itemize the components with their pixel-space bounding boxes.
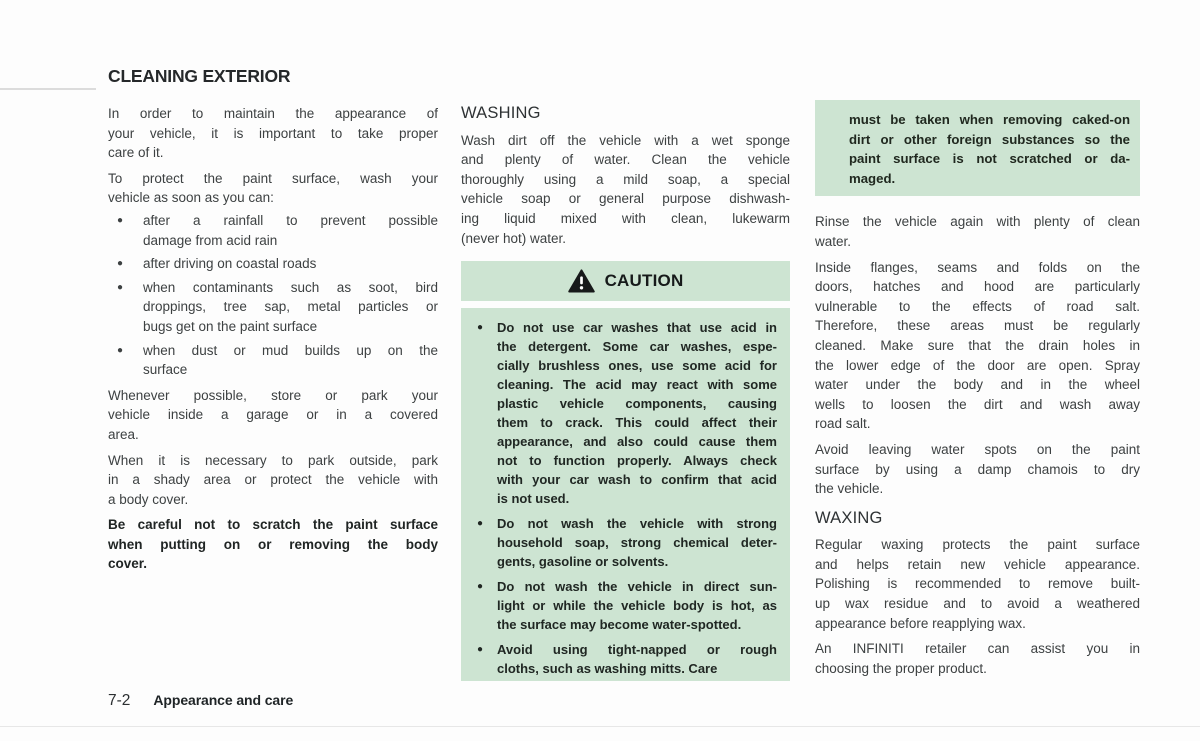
caution-item [461, 640, 777, 678]
caution-item [461, 577, 777, 634]
list-item [108, 278, 438, 337]
caution-item-text: Do not use car washes that use acid in the detergent. Some car washes, espe- cially brushless ones, use some acid for cleaning. The acid may react with some plastic vehicle components, causing them to crack. This could affect their appearance, and also could cause them not to function properly. Always check with your car wash to confirm that acid is not used. [497, 320, 777, 507]
list-item-text: after a rainfall to prevent possible damage from acid rain [143, 212, 438, 248]
right-column [815, 100, 1140, 684]
caution-item [461, 318, 777, 508]
list-item-text: when contaminants such as soot, bird droppings, tree sap, metal particles or bugs get on the paint surface [143, 279, 438, 334]
bullet-icon: ● [117, 344, 124, 356]
bullet-icon: ● [477, 644, 484, 656]
page-footer [108, 692, 293, 710]
paragraph-park-outside: When it is necessary to park outside, park in a shady area or protect the vehicle with a body cover. [108, 452, 438, 507]
caution-body [461, 308, 790, 681]
list-item-text: when dust or mud builds up on the surface [143, 342, 438, 378]
left-column [108, 104, 438, 580]
section-heading-waxing: WAXING [815, 508, 883, 527]
header-margin-rule [0, 88, 96, 90]
list-item-text: after driving on coastal roads [143, 256, 317, 272]
footer-rule [0, 726, 1200, 727]
paragraph-retailer: An INFINITI retailer can assist you in choosing the proper product. [815, 641, 1140, 676]
bullet-icon: ● [477, 581, 484, 593]
caution-item-text: Do not wash the vehicle with strong household soap, strong chemical deter- gents, gasoline or solvents. [497, 516, 777, 570]
bullet-icon: ● [477, 518, 484, 530]
list-item [108, 211, 438, 250]
paragraph-protect: To protect the paint surface, wash your vehicle as soon as you can: [108, 170, 438, 206]
middle-column [461, 104, 790, 681]
caution-header [461, 261, 790, 301]
paragraph-washing: Wash dirt off the vehicle with a wet sponge and plenty of water. Clean the vehicle thoroughly using a mild soap, a special vehicle soap or general purpose dishwash- ing liquid mixed with clean, lukewarm (never hot) water. [461, 132, 790, 246]
page-title: CLEANING EXTERIOR [108, 65, 291, 86]
paragraph-rinse: Rinse the vehicle again with plenty of clean water. [815, 214, 1140, 249]
bullet-icon: ● [477, 322, 484, 334]
bullet-icon: ● [117, 214, 124, 226]
footer-section-title: Appearance and care [153, 692, 294, 708]
warning-triangle-icon [568, 269, 595, 293]
list-item [108, 254, 438, 274]
caution-label: CAUTION [604, 271, 684, 291]
paragraph-garage: Whenever possible, store or park your vehicle inside a garage or in a covered area. [108, 387, 438, 442]
bullet-icon: ● [117, 258, 124, 270]
caution-item-text: Do not wash the vehicle in direct sun- light or while the vehicle body is hot, as the surface may become water-spotted. [497, 579, 777, 633]
list-item [108, 341, 438, 380]
caution-continuation-box: must be taken when removing caked-on dirt or other foreign substances so the paint surface is not scratched or da- maged. [815, 100, 1140, 196]
paragraph-intro: In order to maintain the appearance of your vehicle, it is important to take proper care of it. [108, 106, 438, 161]
bullet-icon: ● [117, 281, 124, 293]
paragraph-water-spots: Avoid leaving water spots on the paint surface by using a damp chamois to dry the vehicle. [815, 441, 1140, 497]
paragraph-road-salt: Inside flanges, seams and folds on the doors, hatches and hood are particularly vulnerable to the effects of road salt. Therefore, these areas must be regularly cleaned. Make sure that the drain holes in the lower edge of the door are open. Spray water under the body and in the wheel wells to loosen the dirt and wash away road salt. [815, 259, 1140, 432]
paragraph-body-cover-warning: Be careful not to scratch the paint surface when putting on or removing the body cover. [108, 517, 438, 572]
section-heading-washing: WASHING [461, 104, 541, 122]
caution-item [461, 514, 777, 571]
page-number: 7-2 [108, 692, 131, 709]
paragraph-waxing: Regular waxing protects the paint surface and helps retain new vehicle appearance. Polishing is recommended to remove built- up wax residue and to avoid a weathered appearance before reapplying wax. [815, 537, 1140, 631]
caution-item-text: Avoid using tight-napped or rough cloths, such as washing mitts. Care [497, 642, 777, 677]
